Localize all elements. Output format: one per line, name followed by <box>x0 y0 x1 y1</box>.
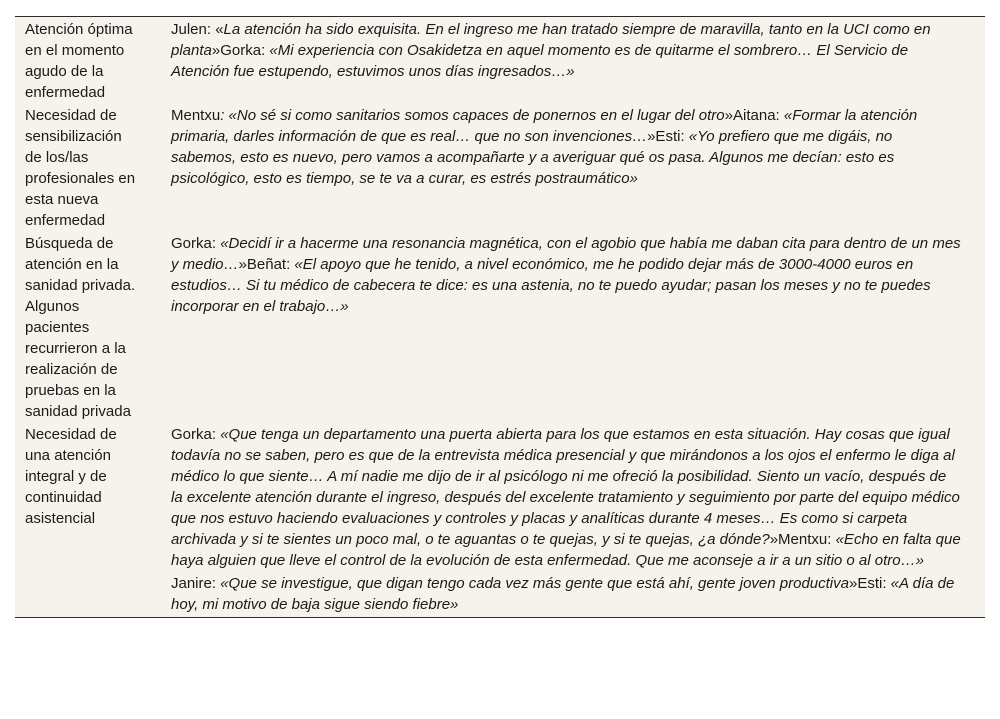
quote-text: «Mi experiencia con Osakidetza en aquel momento es de quitarme el sombrero… El Servicio de Atención fue estupendo, estuvimos unos días ingresados…» <box>171 42 909 80</box>
speaker-label: Gorka: <box>171 426 221 443</box>
speaker-label: »Esti: <box>848 575 891 592</box>
quote-paragraph <box>171 105 961 189</box>
category-cell: Búsqueda de atención en la sanidad privada. Algunos pacientes recurrieron a la realización de pruebas en la sanidad privada <box>25 235 136 420</box>
quote-paragraph <box>171 233 961 317</box>
speaker-label: Mentxu <box>171 107 221 124</box>
speaker-label: »Esti: <box>647 128 689 145</box>
speaker-label: »Aitana: <box>724 107 784 124</box>
quote-paragraph <box>171 573 961 615</box>
speaker-label: »Gorka: <box>211 42 270 59</box>
quotes-cell <box>171 105 961 231</box>
quote-paragraph <box>171 19 961 82</box>
speaker-label: Janire: <box>171 575 221 592</box>
category-cell: Atención óptima en el momento agudo de la enfermedad <box>25 21 133 101</box>
quote-text: : «No sé si como sanitarios somos capaces de ponernos en el lugar del otro <box>220 107 725 124</box>
speaker-label: Gorka: <box>171 235 221 252</box>
quote-text: «A día de hoy, mi motivo de baja sigue siendo fiebre» <box>171 575 955 613</box>
category-cell: Necesidad de una atención integral y de continuidad asistencial <box>25 426 117 527</box>
table-row <box>15 233 985 424</box>
testimonials-table <box>15 16 985 618</box>
quote-text: «Formar la atención primaria, darles información de que es real… que no son invenciones… <box>171 107 918 145</box>
quote-text: «El apoyo que he tenido, a nivel económico, me he podido dejar más de 3000-4000 euros en estudios… Si tu médico de cabecera te dice: es una astenia, no te puedo ayudar; pasan los meses y no te puedes incorporar en el trabajo…» <box>171 256 931 315</box>
quote-text: «Decidí ir a hacerme una resonancia magnética, con el agobio que había me daban cita para dentro de un mes y medio… <box>171 235 961 273</box>
quote-paragraph <box>171 424 961 571</box>
quote-text: «Que se investigue, que digan tengo cada vez más gente que está ahí, gente joven productiva <box>220 575 849 592</box>
category-cell: Necesidad de sensibilización de los/las profesionales en esta nueva enfermedad <box>25 107 136 229</box>
quotes-cell <box>171 233 961 422</box>
quotes-cell <box>171 19 961 103</box>
table-row <box>15 17 985 105</box>
table-row <box>15 424 985 617</box>
quote-text: La atención ha sido exquisita. En el ingreso me han tratado siempre de maravilla, tanto en la UCI como en planta <box>171 21 931 59</box>
speaker-label: »Mentxu: <box>769 531 836 548</box>
speaker-label: »Beñat: <box>238 256 295 273</box>
quotes-cell <box>171 424 961 615</box>
speaker-label: Julen: « <box>171 21 224 38</box>
quote-text: «Que tenga un departamento una puerta abierta para los que estamos en esta situación. Hay cosas que igual todavía no se saben, pero es que de la entrevista médica presencial y que mirándonos a los ojos el enfermo le diga al médico lo que siente… A mí nadie me dijo de ir al psicólogo ni me ofreció la posibilidad. Siento un vacío, después de la excelente atención durante el ingreso, después del excelente tratamiento y seguimiento por parte del equipo médico que nos estuvo haciendo evaluaciones y controles y placas y analíticas durante 4 meses… Es como si carpeta archivada y si te sientes un poco mal, o te aguantas o te quejas, y si te quejas, ¿a dónde? <box>171 426 960 548</box>
quote-text: «Yo prefiero que me digáis, no sabemos, esto es nuevo, pero vamos a acompañarte y a averiguar qué os pasa. Algunos me decían: esto es psicológico, esto es tiempo, se te va a curar, es estrés postraumático» <box>171 128 895 187</box>
table-row <box>15 105 985 233</box>
quote-text: «Echo en falta que haya alguien que lleve el control de la evolución de esta enfermedad. Que me aconseje a ir a un sitio o al otro…» <box>171 531 961 569</box>
